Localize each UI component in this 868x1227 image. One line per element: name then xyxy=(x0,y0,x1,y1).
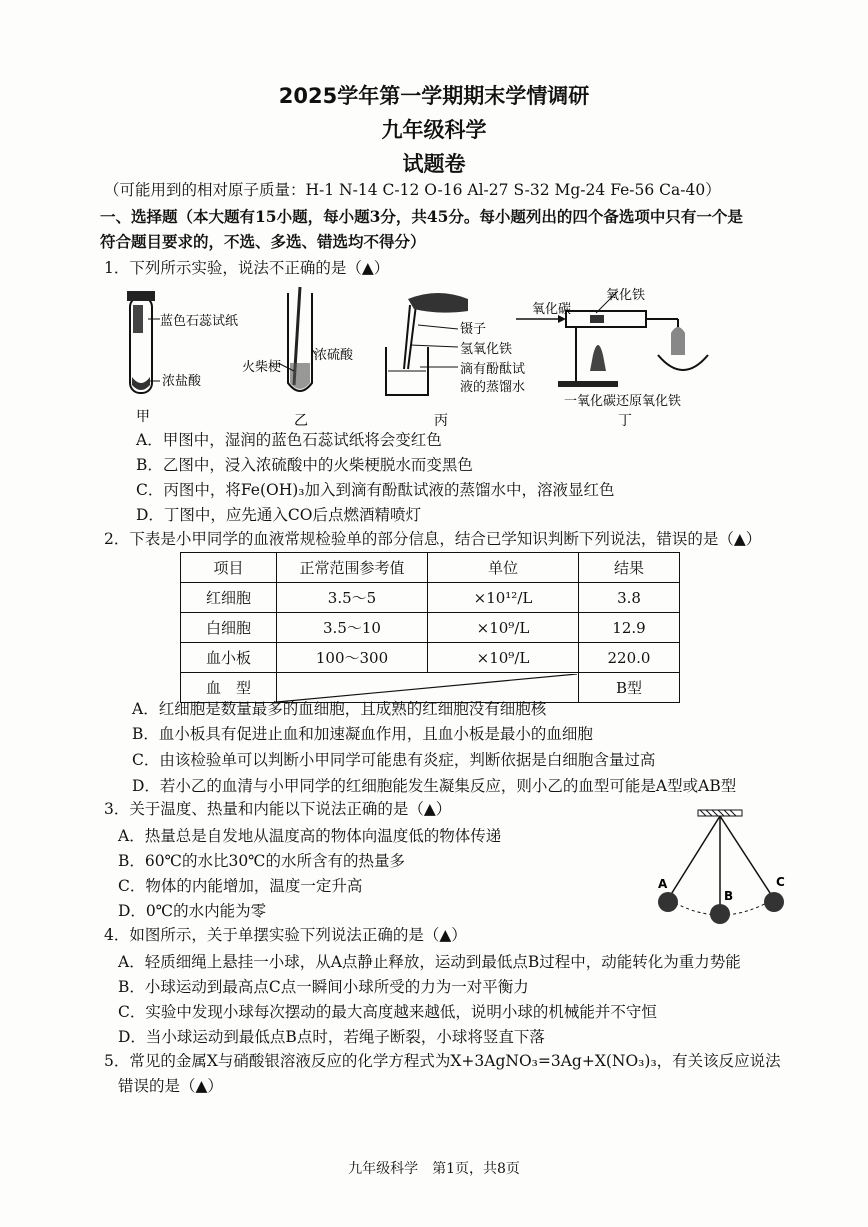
bing-label-hydroxide: 氢氧化铁 xyxy=(460,342,513,357)
cell-result: 220.0 xyxy=(579,643,680,673)
ball-c xyxy=(764,892,784,912)
label-c: C xyxy=(776,875,785,889)
atomic-masses: （可能用到的相对原子质量：H-1 N-14 C-12 O-16 Al-27 S-32 Mg-24 Fe-56 Ca-40） xyxy=(104,181,721,199)
q3-option-b: B．60℃的水比30℃的水所含有的热量多 xyxy=(118,852,406,870)
q5-stem-line2: 错误的是（▲） xyxy=(118,1077,223,1095)
header-range: 正常范围参考值 xyxy=(277,553,428,583)
jia-label-paper: 蓝色石蕊试纸 xyxy=(160,314,239,329)
subject-title: 九年级科学 xyxy=(381,118,487,142)
figure-yi xyxy=(278,287,316,391)
caption-yi: 乙 xyxy=(294,413,308,429)
q1-option-b: B．乙图中，浸入浓硫酸中的火柴梗脱水而变黑色 xyxy=(136,456,473,474)
yi-label-match: 火柴梗 xyxy=(242,360,282,375)
page-footer: 九年级科学 第1页，共8页 xyxy=(348,1161,520,1177)
cell-unit: ×10⁹/L xyxy=(428,613,579,643)
yi-label-acid: 浓硫酸 xyxy=(314,348,354,363)
q4-option-d: D．当小球运动到最低点B点时，若绳子断裂，小球将竖直下落 xyxy=(118,1028,545,1046)
label-b: B xyxy=(724,889,734,903)
table-row xyxy=(181,643,680,673)
caption-bing: 丙 xyxy=(434,413,448,429)
q3-stem: 3．关于温度、热量和内能以下说法正确的是（▲） xyxy=(104,800,452,818)
blood-test-table xyxy=(180,552,680,703)
section-heading-line2: 符合题目要求的，不选、多选、错选均不得分） xyxy=(100,232,426,251)
cell-unit: ×10¹²/L xyxy=(428,583,579,613)
cell-range: 3.5～10 xyxy=(277,613,428,643)
ding-label-caption: 一氧化碳还原氧化铁 xyxy=(564,394,682,409)
q1-option-d: D．丁图中，应先通入CO后点燃酒精喷灯 xyxy=(136,506,421,524)
q4-option-c: C．实验中发现小球每次摆动的最大高度越来越低，说明小球的机械能并不守恒 xyxy=(118,1003,657,1021)
q3-option-a: A．热量总是自发地从温度高的物体向温度低的物体传递 xyxy=(118,827,502,845)
cell-item: 白细胞 xyxy=(181,613,277,643)
q1-stem: 1．下列所示实验，说法不正确的是（▲） xyxy=(104,259,390,277)
q4-option-b: B．小球运动到最高点C点一瞬间小球所受的力为一对平衡力 xyxy=(118,978,529,996)
cell-result: B型 xyxy=(579,673,680,703)
q3-option-c: C．物体的内能增加，温度一定升高 xyxy=(118,877,363,895)
label-a: A xyxy=(658,877,668,891)
q4-stem: 4．如图所示，关于单摆实验下列说法正确的是（▲） xyxy=(104,926,467,944)
header-result: 结果 xyxy=(579,553,680,583)
cell-item: 血 型 xyxy=(181,673,277,703)
cell-result: 3.8 xyxy=(579,583,680,613)
bing-label-water2: 液的蒸馏水 xyxy=(460,380,526,395)
paper-title: 试题卷 xyxy=(402,152,466,176)
cell-item: 血小板 xyxy=(181,643,277,673)
ball-a xyxy=(658,892,678,912)
section-heading-line1: 一、选择题（本大题有15小题，每小题3分，共45分。每小题列出的四个备选项中只有一个是 xyxy=(100,207,743,226)
caption-ding: 丁 xyxy=(618,413,632,429)
q1-option-c: C．丙图中，将Fe(OH)₃加入到滴有酚酞试液的蒸馏水中，溶液显红色 xyxy=(136,481,615,499)
bing-label-water1: 滴有酚酞试 xyxy=(460,362,526,377)
header-unit: 单位 xyxy=(428,553,579,583)
exam-title: 2025学年第一学期期末学情调研 xyxy=(278,84,590,108)
figure-jia xyxy=(127,291,160,393)
ball-b xyxy=(710,904,730,924)
ding-label-co: 氧化碳 xyxy=(532,302,572,317)
q2-option-a: A．红细胞是数量最多的血细胞，且成熟的红细胞没有细胞核 xyxy=(132,700,547,718)
caption-jia: 甲 xyxy=(136,409,150,425)
table-header-row xyxy=(181,553,680,583)
cell-item: 红细胞 xyxy=(181,583,277,613)
q2-option-b: B．血小板具有促进止血和加速凝血作用，且血小板是最小的血细胞 xyxy=(132,725,593,743)
table-row xyxy=(181,613,680,643)
q1-figure xyxy=(118,285,728,430)
q1-option-a: A．甲图中，湿润的蓝色石蕊试纸将会变红色 xyxy=(136,431,442,449)
q2-option-d: D．若小乙的血清与小甲同学的红细胞能发生凝集反应，则小乙的血型可能是A型或AB型 xyxy=(132,777,737,795)
q4-option-a: A．轻质细绳上悬挂一小球，从A点静止释放，运动到最低点B过程中，动能转化为重力势能 xyxy=(118,953,741,971)
ding-label-oxide: 氧化铁 xyxy=(606,288,646,303)
figure-bing xyxy=(386,293,468,395)
cell-result: 12.9 xyxy=(579,613,680,643)
pendulum-figure xyxy=(650,800,800,930)
cell-range: 100～300 xyxy=(277,643,428,673)
q2-option-c: C．由该检验单可以判断小甲同学可能患有炎症，判断依据是白细胞含量过高 xyxy=(132,751,656,769)
jia-label-acid: 浓盐酸 xyxy=(162,374,202,389)
cell-unit: ×10⁹/L xyxy=(428,643,579,673)
cell-range: 3.5～5 xyxy=(277,583,428,613)
bing-label-tweezers: 镊子 xyxy=(460,322,487,337)
q2-stem: 2．下表是小甲同学的血液常规检验单的部分信息，结合已学知识判断下列说法，错误的是（▲） xyxy=(104,530,762,548)
q5-stem-line1: 5．常见的金属X与硝酸银溶液反应的化学方程式为X+3AgNO₃=3Ag+X(NO₃)₃，有关该反应说法 xyxy=(104,1052,781,1070)
q3-option-d: D．0℃的水内能为零 xyxy=(118,902,267,920)
table-row xyxy=(181,583,680,613)
header-item: 项目 xyxy=(181,553,277,583)
